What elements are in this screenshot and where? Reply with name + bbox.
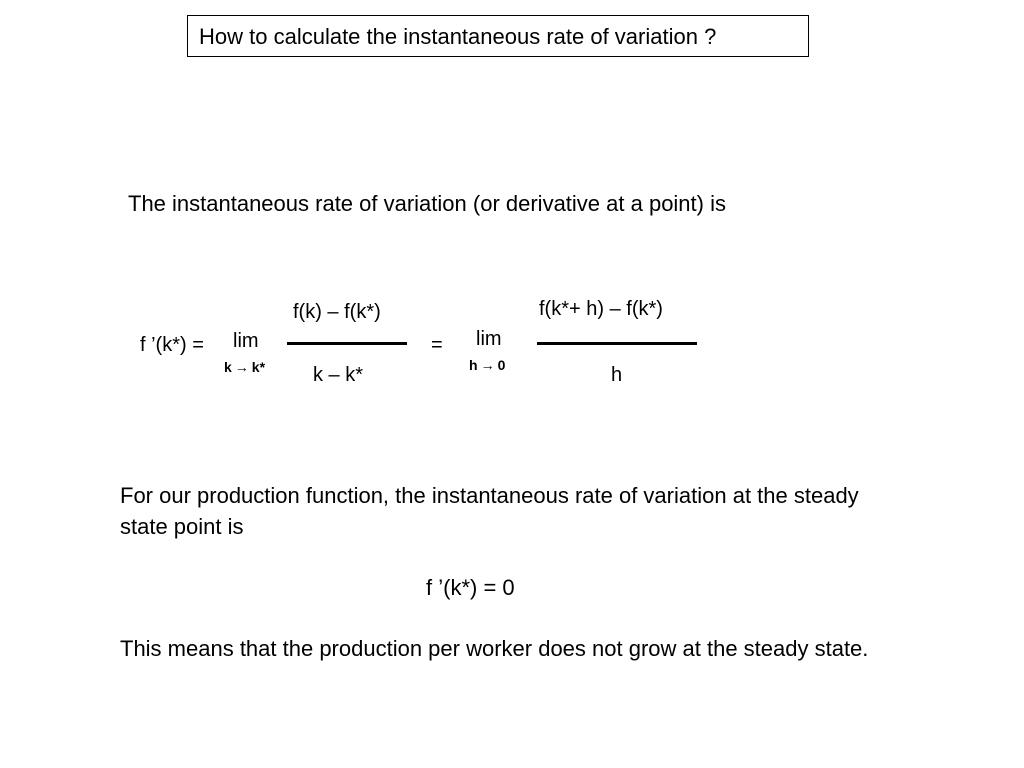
limit-2-target: 0 xyxy=(497,357,506,373)
arrow-icon: → xyxy=(234,359,249,375)
intro-text: The instantaneous rate of variation (or derivative at a point) is xyxy=(128,191,726,216)
limit-1-subscript xyxy=(224,359,265,375)
limit-1-variable: k xyxy=(224,359,232,375)
arrow-icon: → xyxy=(480,357,495,373)
equals-sign: = xyxy=(431,334,443,356)
slide-title: How to calculate the instantaneous rate of variation ? xyxy=(187,15,809,57)
fraction-2-bar xyxy=(537,342,697,345)
fraction-1-numerator: f(k) – f(k*) xyxy=(293,301,381,323)
production-function-text: For our production function, the instantaneous rate of variation at the steady state point is xyxy=(120,483,859,539)
conclusion-text: This means that the production per worker does not grow at the steady state. xyxy=(120,636,869,661)
fraction-2-denominator: h xyxy=(611,364,623,386)
fraction-2-numerator: f(k*+ h) – f(k*) xyxy=(539,298,663,320)
formula-lhs: f ’(k*) = xyxy=(140,334,204,356)
limit-1-label: lim xyxy=(233,330,259,352)
limit-1-target: k* xyxy=(251,359,266,375)
limit-2-label: lim xyxy=(476,328,502,350)
limit-2-subscript xyxy=(469,357,505,373)
limit-2-variable: h xyxy=(469,357,478,373)
fraction-1-denominator: k – k* xyxy=(313,364,364,386)
steady-state-formula: f ’(k*) = 0 xyxy=(426,575,515,600)
fraction-1-bar xyxy=(287,342,407,345)
